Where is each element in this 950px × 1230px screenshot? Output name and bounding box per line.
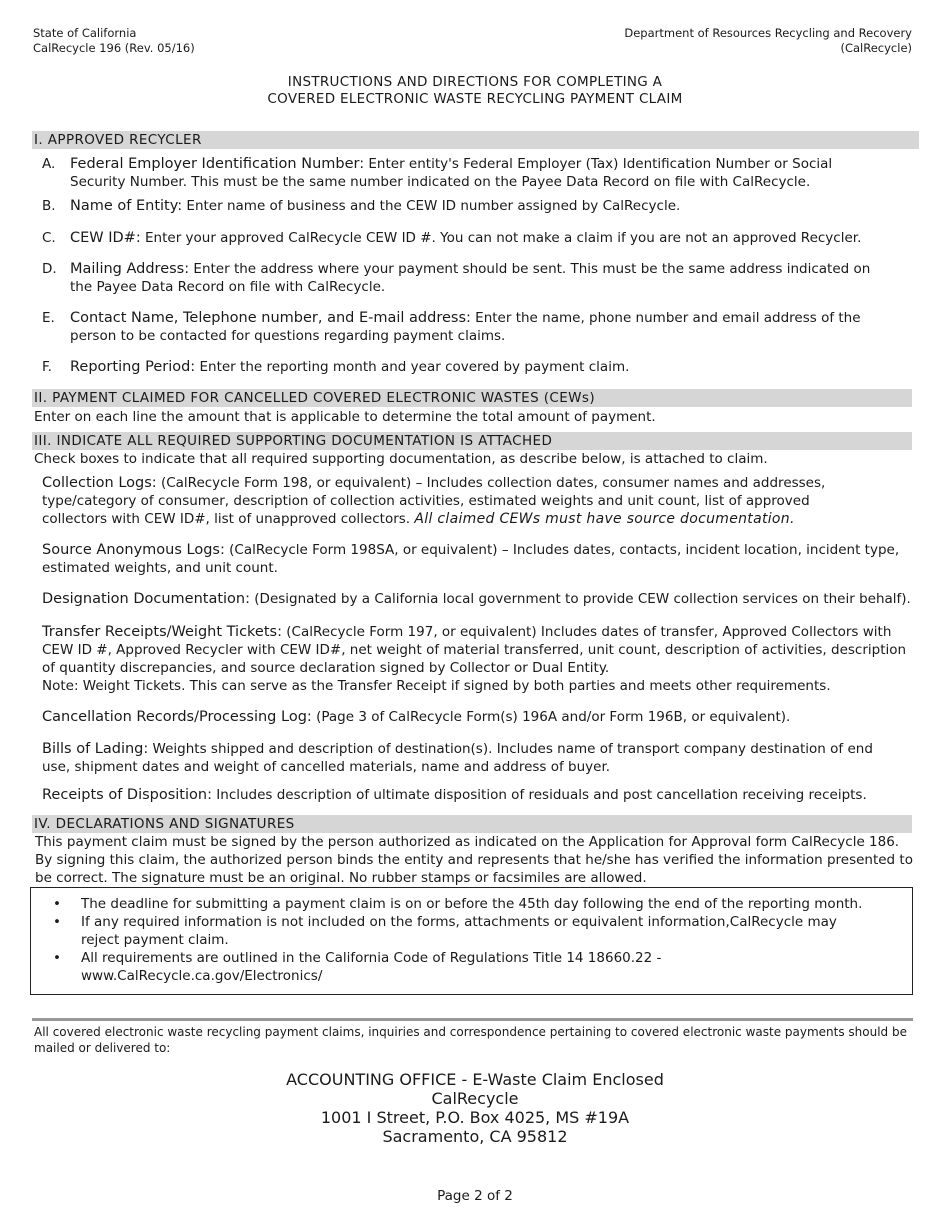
section-1-item-b [42, 197, 872, 215]
item-letter: A. [42, 156, 56, 172]
item-text: Enter your approved CalRecycle CEW ID #. You can not make a claim if you are not an approved Recycler. [140, 230, 862, 246]
item-term: CEW ID#: [70, 230, 141, 246]
doc-term: Cancellation Records/Processing Log: [42, 709, 312, 725]
divider [32, 1018, 913, 1021]
item-letter: C. [42, 230, 56, 246]
page-number: Page 2 of 2 [437, 1188, 513, 1204]
doc-term: Collection Logs: [42, 475, 157, 491]
doc-text: (Page 3 of CalRecycle Form(s) 196A and/or Form 196B, or equivalent). [311, 709, 791, 725]
form-header-right [624, 26, 912, 56]
form-header-left [33, 26, 195, 56]
item-letter: D. [42, 261, 57, 277]
title-line-1: INSTRUCTIONS AND DIRECTIONS FOR COMPLETING A [287, 74, 663, 90]
item-text: Enter the name, phone number and email address of the person to be contacted for questions regarding payment claims. [70, 310, 861, 344]
address-line: ACCOUNTING OFFICE - E-Waste Claim Enclosed [286, 1070, 664, 1089]
item-term: Name of Entity: [70, 198, 183, 214]
doc-term: Transfer Receipts/Weight Tickets: [42, 624, 282, 640]
doc-term: Bills of Lading: [42, 741, 149, 757]
list-item [53, 913, 873, 949]
item-text: Enter entity's Federal Employer (Tax) Identification Number or Social Security Number. This must be the same number indicated on the Payee Data Record on file with CalRecycle. [70, 156, 833, 190]
section-1-item-e [42, 309, 872, 345]
doc-text: Includes description of ultimate disposition of residuals and post cancellation receiving receipts. [211, 787, 867, 803]
doc-note: Note: Weight Tickets. This can serve as the Transfer Receipt if signed by both parties and meets other requirements. [42, 678, 831, 694]
doc-designation-documentation [42, 590, 912, 608]
bullet-text: The deadline for submitting a payment claim is on or before the 45th day following the end of the reporting month. [81, 896, 863, 912]
doc-term: Designation Documentation: [42, 591, 250, 607]
mailing-address [0, 1070, 950, 1146]
doc-collection-logs [42, 474, 872, 528]
bullet-icon: • [53, 914, 61, 930]
item-term: Federal Employer Identification Number: [70, 156, 365, 172]
doc-term: Source Anonymous Logs: [42, 542, 225, 558]
title-line-2: COVERED ELECTRONIC WASTE RECYCLING PAYMENT CLAIM [267, 91, 683, 107]
section-1-heading: I. APPROVED RECYCLER [32, 131, 919, 149]
doc-term: Receipts of Disposition: [42, 787, 212, 803]
section-3-intro: Check boxes to indicate that all required supporting documentation, as describe below, is attached to claim. [34, 451, 768, 467]
bullet-text: If any required information is not included on the forms, attachments or equivalent information,CalRecycle may reject payment claim. [81, 914, 837, 948]
doc-transfer-receipts [42, 623, 910, 695]
item-letter: E. [42, 310, 55, 326]
doc-source-anonymous-logs [42, 541, 912, 577]
doc-text: (Designated by a California local government to provide CEW collection services on their behalf). [250, 591, 911, 607]
doc-bills-of-lading [42, 740, 892, 776]
section-2-text: Enter on each line the amount that is applicable to determine the total amount of payment. [34, 409, 656, 425]
item-term: Contact Name, Telephone number, and E-mail address: [70, 310, 471, 326]
section-2-heading: II. PAYMENT CLAIMED FOR CANCELLED COVERED ELECTRONIC WASTES (CEWs) [32, 389, 912, 407]
item-letter: B. [42, 198, 56, 214]
form-id: CalRecycle 196 (Rev. 05/16) [33, 41, 195, 55]
requirements-list [53, 895, 873, 985]
doc-receipts-of-disposition [42, 786, 912, 804]
bullet-text: All requirements are outlined in the California Code of Regulations Title 14 18660.22 - www.CalRecycle.ca.gov/Electronics/ [81, 950, 662, 984]
doc-text: (CalRecycle Form 198, or equivalent) – Includes collection dates, consumer names and addresses, type/category of consumer, description of collection activities, estimated weights and unit count, list of approved collectors with CEW ID#, list of unapproved collectors. [42, 475, 826, 527]
section-3-heading: III. INDICATE ALL REQUIRED SUPPORTING DOCUMENTATION IS ATTACHED [32, 432, 912, 450]
list-item [53, 949, 873, 985]
section-1-item-a [42, 155, 872, 191]
doc-text: (CalRecycle Form 198SA, or equivalent) – Includes dates, contacts, incident location, incident type, estimated weights, and unit count. [42, 542, 900, 576]
address-line: 1001 I Street, P.O. Box 4025, MS #19A [320, 1108, 630, 1127]
section-4-heading: IV. DECLARATIONS AND SIGNATURES [32, 815, 912, 833]
item-text: Enter the reporting month and year covered by payment claim. [195, 359, 630, 375]
section-1-item-c [42, 229, 892, 247]
doc-text: Weights shipped and description of destination(s). Includes name of transport company destination of end use, shipment dates and weight of cancelled materials, name and address of buyer. [42, 741, 873, 775]
doc-emphasis: All claimed CEWs must have source documentation. [414, 511, 795, 527]
list-item [53, 895, 873, 913]
bullet-icon: • [53, 896, 61, 912]
section-1-item-f [42, 358, 872, 376]
item-term: Mailing Address: [70, 261, 190, 277]
item-term: Reporting Period: [70, 359, 196, 375]
item-text: Enter the address where your payment should be sent. This must be the same address indicated on the Payee Data Record on file with CalRecycle. [70, 261, 871, 295]
bullet-icon: • [53, 950, 61, 966]
department-name: Department of Resources Recycling and Recovery [624, 26, 912, 40]
item-letter: F. [42, 359, 52, 375]
requirements-box [30, 887, 913, 995]
doc-cancellation-records [42, 708, 912, 726]
item-text: Enter name of business and the CEW ID number assigned by CalRecycle. [182, 198, 681, 214]
doc-text: (CalRecycle Form 197, or equivalent) Includes dates of transfer, Approved Collectors with CEW ID #, Approved Recycler with CEW ID#, net weight of material transferred, unit count, description of activities, description of quantity discrepancies, and source declaration signed by Collector or Dual Entity. [42, 624, 907, 676]
state-label: State of California [33, 26, 137, 40]
mailing-note: All covered electronic waste recycling payment claims, inquiries and correspondence pertaining to covered electronic waste payments should be mailed or delivered to: [34, 1025, 907, 1055]
address-line: Sacramento, CA 95812 [382, 1127, 568, 1146]
section-1-item-d [42, 260, 872, 296]
document-title [0, 74, 950, 108]
declaration-text: This payment claim must be signed by the person authorized as indicated on the Application for Approval form CalRecycle 186. By signing this claim, the authorized person binds the entity and represents that he/she has verified the information presented to be correct. The signature must be an original. No rubber stamps or facsimiles are allowed. [35, 834, 913, 886]
department-abbr: (CalRecycle) [840, 41, 912, 55]
address-line: CalRecycle [431, 1089, 519, 1108]
